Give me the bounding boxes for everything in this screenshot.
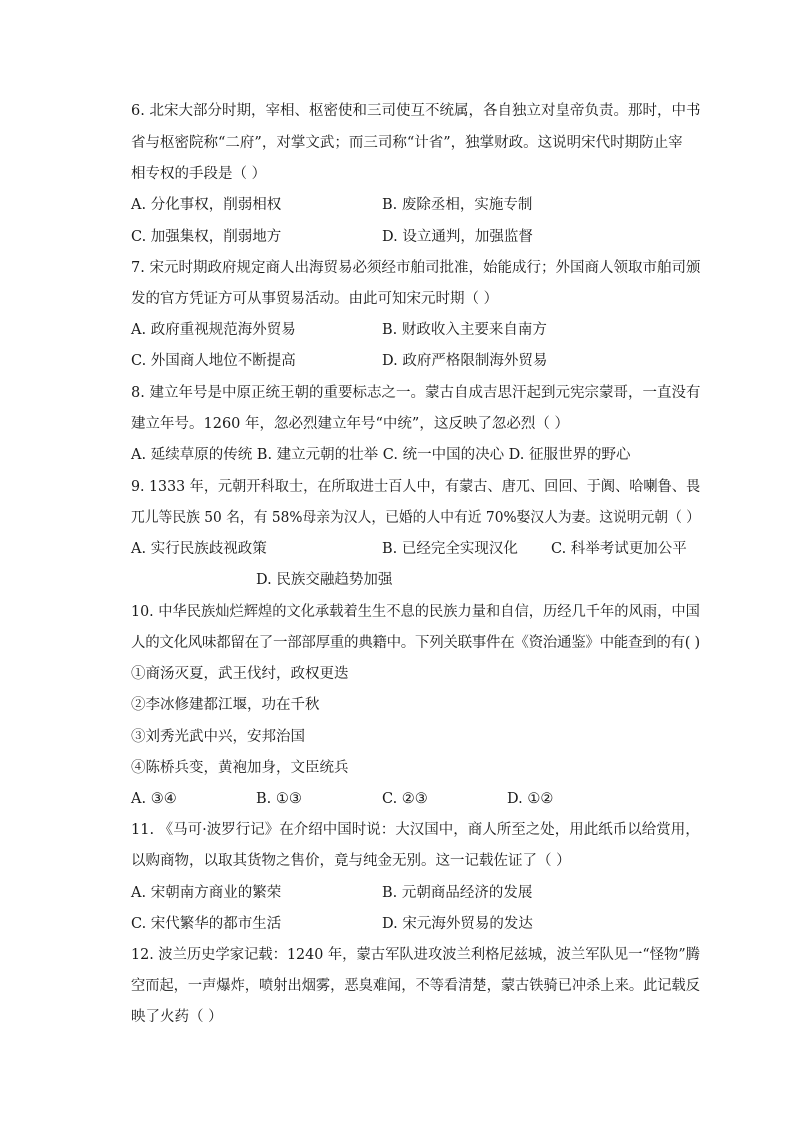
q9-option-a: A. 实行民族歧视政策 [131, 541, 267, 557]
q10-option-a: A. ③④ [131, 791, 177, 807]
q11-option-d: D. 宋元海外贸易的发达 [382, 916, 533, 932]
q7-option-d: D. 政府严格限制海外贸易 [382, 353, 548, 369]
q9-option-c: C. 科举考试更加公平 [551, 541, 687, 557]
q7-option-b: B. 财政收入主要来自南方 [382, 322, 547, 338]
q11-option-a: A. 宋朝南方商业的繁荣 [131, 885, 282, 901]
q10-stem-line-2: 人的文化风味都留在了一部部厚重的典籍中。下列关联事件在《资治通鉴》中能查到的有( ) [131, 635, 700, 651]
q6-option-d: D. 设立通判，加强监督 [382, 229, 533, 245]
q10-item-3: ③刘秀光武中兴，安邦治国 [131, 729, 305, 745]
q10-option-c: C. ②③ [382, 791, 428, 807]
q11-option-b: B. 元朝商品经济的发展 [382, 885, 533, 901]
q6-option-b: B. 废除丞相，实施专制 [382, 197, 533, 213]
q6-stem-line-1: 6. 北宋大部分时期，宰相、枢密使和三司使互不统属，各自独立对皇帝负责。那时，中书 [131, 103, 701, 119]
q12-stem-line-2: 空而起，一声爆炸，喷射出烟雾，恶臭难闻，不等看清楚，蒙古铁骑已冲杀上来。此记载反 [131, 978, 700, 994]
q10-item-2: ②李冰修建都江堰，功在千秋 [131, 697, 320, 713]
q11-stem-line-2: 以购商物，以取其货物之售价，竟与纯金无别。这一记载佐证了（ ） [131, 853, 571, 869]
q6-stem-line-2: 省与枢密院称“二府”，对掌文武；而三司称“计省”，独掌财政。这说明宋代时期防止宰 [131, 135, 683, 151]
q7-stem-line-2: 发的官方凭证方可从事贸易活动。由此可知宋元时期（ ） [131, 291, 499, 307]
q10-option-b: B. ①③ [256, 791, 302, 807]
q10-stem-line-1: 10. 中华民族灿烂辉煌的文化承载着生生不息的民族力量和自信，历经几千年的风雨，中国 [131, 604, 700, 620]
q6-option-a: A. 分化事权，削弱相权 [131, 197, 282, 213]
q8-stem-line-2: 建立年号。1260 年，忽必烈建立年号“中统”，这反映了忽必烈（ ） [131, 416, 569, 432]
q9-option-d: D. 民族交融趋势加强 [256, 572, 393, 588]
q10-option-d: D. ①② [507, 791, 554, 807]
q6-option-c: C. 加强集权，削弱地方 [131, 229, 282, 245]
q7-option-c: C. 外国商人地位不断提高 [131, 353, 296, 369]
q8-stem-line-1: 8. 建立年号是中原正统王朝的重要标志之一。蒙古自成吉思汗起到元宪宗蒙哥，一直没有 [131, 385, 701, 401]
q11-stem-line-1: 11. 《马可·波罗行记》在介绍中国时说：大汉国中，商人所至之处，用此纸币以给赏用， [131, 822, 700, 838]
q7-stem-line-1: 7. 宋元时期政府规定商人出海贸易必须经市舶司批准，始能成行；外国商人领取市舶司颁 [131, 260, 701, 276]
q12-stem-line-1: 12. 波兰历史学家记载：1240 年，蒙古军队进攻波兰利格尼兹城，波兰军队见一“怪物”腾 [131, 947, 700, 963]
q12-stem-line-3: 映了火药（ ） [131, 1009, 223, 1025]
q8-options: A. 延续草原的传统 B. 建立元朝的壮举 C. 统一中国的决心 D. 征服世界的野心 [131, 447, 631, 463]
q6-stem-line-3: 相专权的手段是（ ） [131, 166, 267, 182]
q11-option-c: C. 宋代繁华的都市生活 [131, 916, 282, 932]
q10-item-1: ①商汤灭夏，武王伐纣，政权更迭 [131, 666, 349, 682]
q9-stem-line-2: 兀儿等民族 50 名，有 58%母亲为汉人，已婚的人中有近 70%娶汉人为妻。这说明元朝（ ） [131, 510, 701, 526]
q9-option-b: B. 已经完全实现汉化 [382, 541, 518, 557]
q7-option-a: A. 政府重视规范海外贸易 [131, 322, 296, 338]
q10-item-4: ④陈桥兵变，黄袍加身，文臣统兵 [131, 760, 349, 776]
q9-stem-line-1: 9. 1333 年，元朝开科取士，在所取进士百人中，有蒙古、唐兀、回回、于阗、哈喇鲁、畏 [131, 479, 701, 495]
